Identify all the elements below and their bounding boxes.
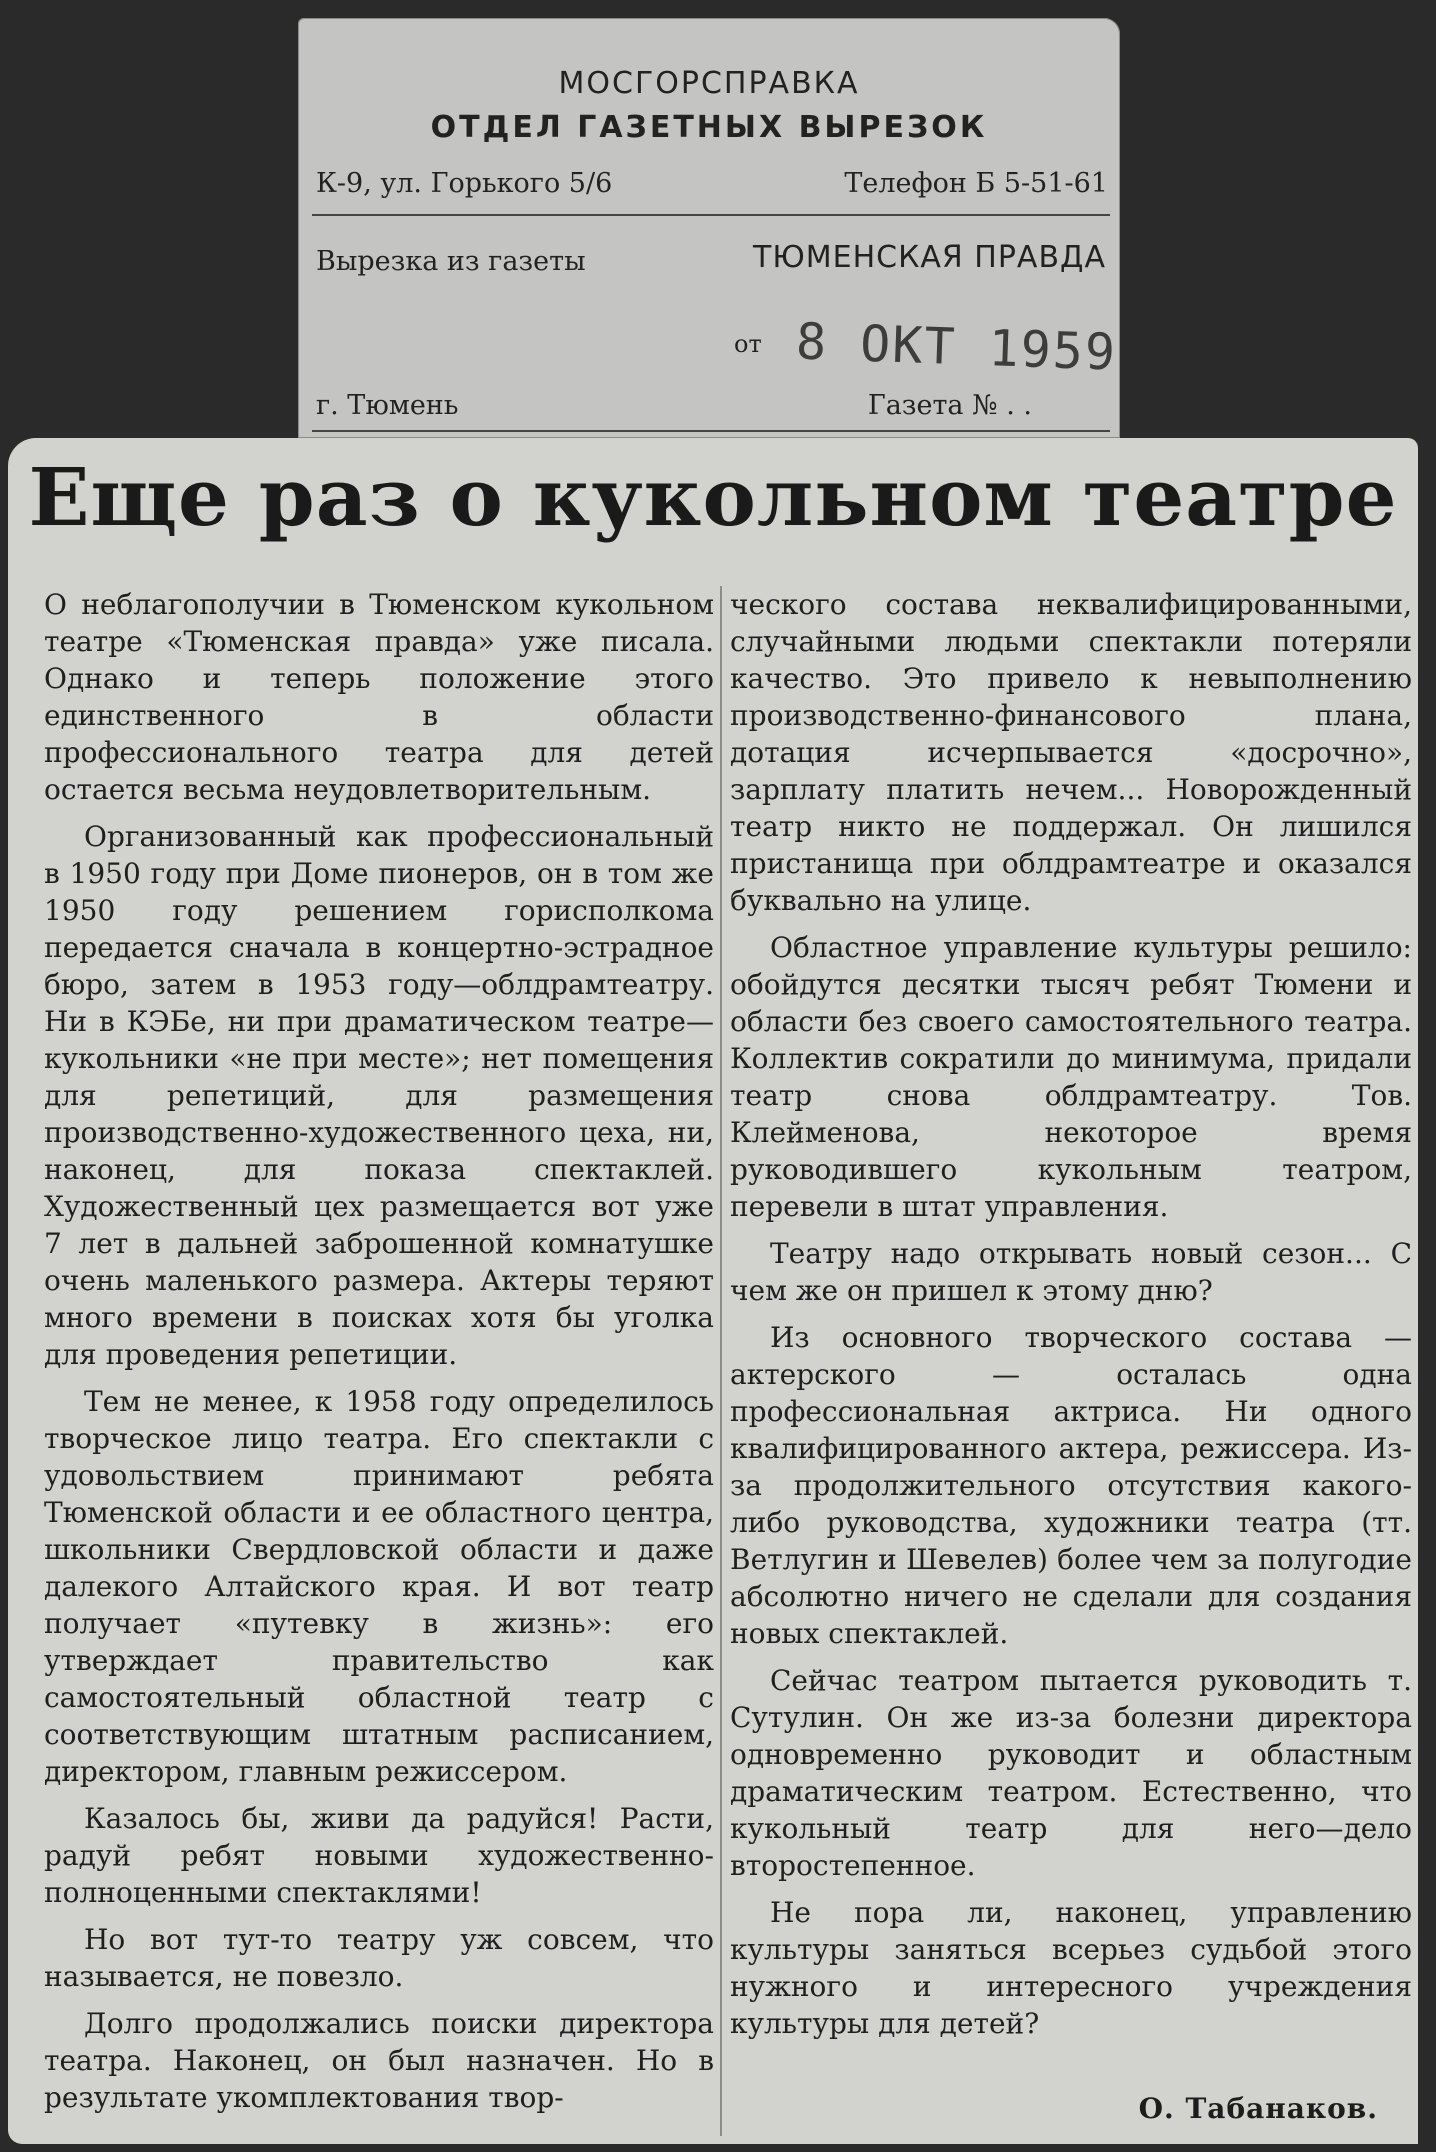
paragraph: Из основного творческого состава — актерского — осталась одна профессиональная актриса. Ни одного квалифицированного актера, режиссера. Из-за продолжительного отсутствия какого-либо руководства, художники театра (тт. Ветлугин и Шевелев) более чем за полугодие абсолютно ничего не сделали для создания новых спектаклей.: [730, 1321, 1412, 1650]
label-cutting-from: Вырезка из газеты: [316, 246, 586, 277]
column-divider: [720, 586, 722, 2136]
paragraph: О неблагополучии в Тюменском кукольном театре «Тюменская правда» уже писала. Однако и теперь положение этого единственного в области профессионального театра для детей остается весьма неудовлетворительным.: [44, 588, 714, 806]
paragraph: Организованный как профессиональный в 1950 году при Доме пионеров, он в том же 1950 году решением горисполкома передается сначала в концертно-эстрадное бюро, затем в 1953 году—облдрамтеатру. Ни в КЭБе, ни при драматическом театре—кукольники «не при месте»; нет помещения для репетиций, для размещения производственно-художественного цеха, ни, наконец, для показа спектаклей. Художественный цех размещается вот уже 7 лет в дальней заброшенной комнатушке очень маленького размера. Актеры теряют много времени в поисках хотя бы уголка для проведения репетиции.: [44, 820, 714, 1371]
newspaper-article: [8, 438, 1418, 2144]
article-column-right: [730, 586, 1412, 2052]
label-bottom-rule: [312, 430, 1110, 432]
paragraph: Долго продолжались поиски директора театра. Наконец, он был назначен. Но в результате укомплектования твор-: [44, 2007, 714, 2114]
date-stamp: 8 ОКТ 1959: [795, 312, 1118, 382]
paragraph: Театру надо открывать новый сезон... С чем же он пришел к этому дню?: [730, 1237, 1412, 1307]
paragraph: Тем не менее, к 1958 году определилось творческое лицо театра. Его спектакли с удовольствием принимают ребята Тюменской области и ее областного центра, школьники Свердловской области и даже далекого Алтайского края. И вот театр получает «путевку в жизнь»: его утверждает правительство как самостоятельный областной театр с соответствующим штатным расписанием, директором, главным режиссером.: [44, 1385, 714, 1788]
paragraph: Казалось бы, живи да радуйся! Расти, радуй ребят новыми художественно-полноценными спектаклями!: [44, 1802, 714, 1909]
label-address: К-9, ул. Горького 5/6: [316, 168, 613, 199]
label-newspaper: ТЮМЕНСКАЯ ПРАВДА: [753, 240, 1106, 275]
paragraph: Областное управление культуры решило: обойдутся десятки тысяч ребят Тюмени и области без своего самостоятельного театра. Коллектив сократили до минимума, придали театр снова облдрамтеатру. Тов. Клейменова, некоторое время руководившего кукольным театром, перевели в штат управления.: [730, 931, 1412, 1223]
label-phone: Телефон Б 5-51-61: [844, 168, 1108, 199]
label-org: МОСГОРСПРАВКА: [558, 66, 860, 101]
label-divider: [312, 214, 1110, 216]
paragraph: Но вот тут-то театру уж совсем, что называется, не повезло.: [44, 1923, 714, 1993]
article-column-left: [44, 586, 714, 2126]
paragraph: Не пора ли, наконец, управлению культуры заняться всерьез судьбой этого нужного и интересного учреждения культуры для детей?: [730, 1896, 1412, 2040]
article-title: Еще раз о кукольном театре: [28, 450, 1398, 544]
label-city: г. Тюмень: [316, 390, 459, 421]
paragraph: Сейчас театром пытается руководить т. Сутулин. Он же из-за болезни директора одновременно руководит и областным драматическим театром. Естественно, что кукольный театр для него—дело второстепенное.: [730, 1664, 1412, 1882]
article-author: О. Табанаков.: [1138, 2092, 1378, 2125]
label-department: ОТДЕЛ ГАЗЕТНЫХ ВЫРЕЗОК: [430, 110, 988, 145]
label-from: от: [734, 330, 762, 358]
paragraph: ческого состава неквалифицированными, случайными людьми спектакли потеряли качество. Это привело к невыполнению производственно-финансового плана, дотация исчерпывается «досрочно», зарплату платить нечем... Новорожденный театр никто не поддержал. Он лишился пристанища при облдрамтеатре и оказался буквально на улице.: [730, 588, 1412, 917]
label-gazette-number: Газета № . .: [867, 390, 1032, 421]
clipping-service-label: [298, 18, 1120, 438]
